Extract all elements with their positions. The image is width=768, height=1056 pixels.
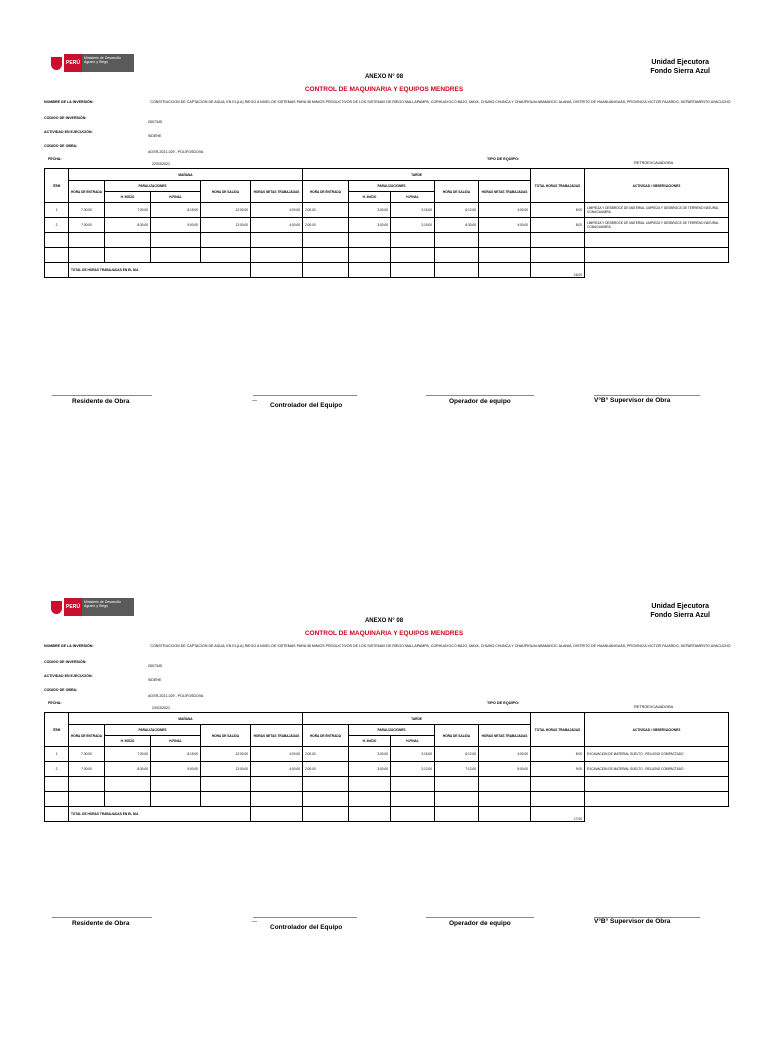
header-afternoon-net: HORAS NETAS TRABAJADAS	[479, 725, 531, 747]
header-item: ITEM	[45, 713, 69, 747]
header-afternoon: TARDE	[303, 169, 531, 181]
cell-morning-stop-start: 7:30:00	[105, 203, 151, 218]
total-label: TOTAL DE HORAS TRABAJADAS EN EL DIA	[69, 807, 251, 822]
header-morning-stoppages: PARALIZACIONES	[105, 181, 201, 192]
unit-line2: Fondo Sierra Azul	[650, 68, 710, 75]
annex-number: ANEXO N° 08	[364, 618, 404, 624]
total-label: TOTAL DE HORAS TRABAJADAS EN EL DIA	[69, 263, 251, 278]
unit-line2: Fondo Sierra Azul	[650, 612, 710, 619]
cell-morning-entry: 7:30:00	[69, 203, 105, 218]
ministry-logo	[48, 54, 134, 72]
signature-line	[52, 917, 152, 918]
unit-line1: Unidad Ejecutora	[651, 603, 709, 610]
header-activity: ACTIVIDAD / OBSERVACIONES	[585, 169, 729, 203]
activity-label: ACTIVIDAD EN EJECUCIÓN:	[44, 130, 93, 134]
investment-name-value: CONSTRUCCION DE CAPTACION DE AGUA; EN EL(LA) RIEGO A NIVEL DE SISTEMAS PARA 36 MINIOS PRODUCTIVOS DE LOS SISTEMAS DE RIEGO MALLAPAMPA, CORHUAYOCO BAJO, MAYA, CHUMO CHUNCA Y CHAUPIHUAI ABAMAYOC ALANIA, DISTRITO DE HUANUANGUAS, PROVINCIA VICTOR FAJARDO, DEPARTAMENTO AYACUCHO	[150, 100, 731, 104]
header-afternoon: TARDE	[303, 713, 531, 725]
cell-afternoon-net: 4:00:00	[479, 218, 531, 233]
cell-morning-net: 4:00:00	[251, 747, 303, 762]
cell-morning-exit: 12:00:00	[201, 203, 251, 218]
machinery-control-table	[44, 712, 729, 822]
signature-controller: Controlador del Equipo	[270, 402, 343, 409]
cell-afternoon-entry: 2:00:00	[303, 218, 349, 233]
cell-morning-exit: 12:00:00	[201, 747, 251, 762]
header-morning-net: HORAS NETAS TRABAJADAS	[251, 181, 303, 203]
cell-afternoon-exit: 7:12:00	[435, 762, 479, 777]
cell-morning-net: 4:00:00	[251, 762, 303, 777]
header-afternoon-stoppages: PARALIZACIONES	[349, 181, 435, 192]
header-morning-start: H. INICIO	[105, 192, 151, 203]
header-afternoon-end: H.FINAL	[391, 736, 435, 747]
signature-line	[426, 917, 534, 918]
investment-code-label: CODIGO DE INVERSIÓN:	[44, 660, 87, 664]
header-morning-exit: HORA DE SALIDA	[201, 181, 251, 203]
cell-morning-exit: 12:00:00	[201, 762, 251, 777]
cell-total: 8:00	[531, 218, 585, 233]
cell-morning-net: 4:00:00	[251, 203, 303, 218]
logo-ministry: Ministerio de Desarrollo Agrario y Riego	[82, 54, 134, 72]
cell-observation: EXCAVACION DE MATERIAL SUELTO - RELLENO COMPACTADO	[585, 747, 729, 762]
form-sheet	[0, 544, 768, 1056]
cell-afternoon-stop-end: 2:15:00	[391, 203, 435, 218]
signature-line	[426, 395, 534, 396]
header-afternoon-end: H.FINAL	[391, 192, 435, 203]
logo-country: PERÚ	[64, 54, 82, 72]
header-afternoon-start: H. INICIO	[349, 192, 391, 203]
cell-item: 2	[45, 762, 69, 777]
table-row-empty	[45, 248, 729, 263]
signature-operator: Operador de equipo	[449, 398, 511, 405]
total-value: 16:00	[531, 263, 585, 278]
cell-afternoon-stop-start: 3:00:00	[349, 747, 391, 762]
table-row	[45, 747, 729, 762]
signature-dash: —	[252, 398, 257, 404]
signature-line	[594, 395, 700, 396]
machinery-control-table	[44, 168, 729, 278]
cell-afternoon-exit: 6:12:00	[435, 747, 479, 762]
work-code-value: AGSR-2021-029 - POLIFOSDOVA	[148, 150, 204, 154]
cell-afternoon-entry: 2:00:00	[303, 203, 349, 218]
cell-morning-stop-start: 8:30:00	[105, 762, 151, 777]
header-afternoon-start: H. INICIO	[349, 736, 391, 747]
form-title: CONTROL DE MAQUINARIA Y EQUIPOS MENDRES	[304, 86, 464, 93]
signature-supervisor: V°B° Supervisor de Obra	[594, 918, 671, 925]
header-morning-end: H.FINAL	[151, 736, 201, 747]
cell-afternoon-exit: 6:12:00	[435, 203, 479, 218]
table-total-row	[45, 263, 729, 278]
cell-morning-stop-end: 8:15:00	[151, 203, 201, 218]
date-value: 22/03/2021	[152, 162, 170, 166]
investment-name-label: NOMBRE DE LA INVERSIÓN:	[44, 100, 94, 104]
ministry-logo	[48, 598, 134, 616]
header-morning-end: H.FINAL	[151, 192, 201, 203]
signature-line	[52, 395, 152, 396]
cell-morning-stop-end: 9:00:00	[151, 218, 201, 233]
date-label: FECHA:	[48, 701, 62, 705]
form-title: CONTROL DE MAQUINARIA Y EQUIPOS MENDRES	[304, 630, 464, 637]
header-morning-start: H. INICIO	[105, 736, 151, 747]
header-item: ITEM	[45, 169, 69, 203]
cell-item: 1	[45, 747, 69, 762]
work-code-value: AGSR-2021-029 - POLIFOSDOVA	[148, 694, 204, 698]
activity-value: SIDEHE	[148, 678, 162, 682]
signature-controller: Controlador del Equipo	[270, 924, 343, 931]
cell-afternoon-stop-start: 3:00:00	[349, 762, 391, 777]
activity-label: ACTIVIDAD EN EJECUCIÓN:	[44, 674, 93, 678]
table-row	[45, 218, 729, 233]
cell-observation: EXCAVACION DE MATERIAL SUELTO - RELLENO COMPACTADO	[585, 762, 729, 777]
header-total-hours: TOTAL HORAS TRABAJADAS	[531, 713, 585, 747]
cell-observation: LIMPIEZA Y DESBROCE DE MATERIAL LIMPIEZA Y DESBROCE DE TERRENO NATURAL CONAGUANIRA	[585, 218, 729, 233]
logo-country: PERÚ	[64, 598, 82, 616]
table-total-row	[45, 807, 729, 822]
signature-line	[253, 917, 357, 918]
investment-name-label: NOMBRE DE LA INVERSIÓN:	[44, 644, 94, 648]
coat-of-arms-icon	[48, 54, 64, 72]
table-row	[45, 762, 729, 777]
cell-afternoon-exit: 6:30:00	[435, 218, 479, 233]
investment-name-value: CONSTRUCCION DE CAPTACION DE AGUA; EN EL(LA) RIEGO A NIVEL DE SISTEMAS PARA 36 MINIOS PRODUCTIVOS DE LOS SISTEMAS DE RIEGO MALLAPAMPA, CORHUAYOCO BAJO, MAYA, CHUMO CHUNCA Y CHAUPIHUAI ABAMAYOC ALANIA, DISTRITO DE HUANUANGUAS, PROVINCIA VICTOR FAJARDO, DEPARTAMENTO AYACUCHO	[150, 644, 731, 648]
cell-afternoon-stop-start: 3:00:00	[349, 203, 391, 218]
equipment-type-label: TIPO DE EQUIPO:	[487, 701, 520, 705]
cell-item: 1	[45, 203, 69, 218]
equipment-type-value: RETROEXCAVADORA	[634, 705, 674, 709]
cell-total: 8:00	[531, 203, 585, 218]
signature-dash: —	[252, 919, 257, 925]
logo-ministry: Ministerio de Desarrollo Agrario y Riego	[82, 598, 134, 616]
coat-of-arms-icon	[48, 598, 64, 616]
cell-afternoon-stop-end: 2:15:00	[391, 218, 435, 233]
cell-observation: LIMPIEZA Y DESBROCE DE MATERIAL LIMPIEZA Y DESBROCE DE TERRENO NATURAL CONAGUANIRA	[585, 203, 729, 218]
cell-morning-net: 4:00:00	[251, 218, 303, 233]
equipment-type-label: TIPO DE EQUIPO:	[487, 157, 520, 161]
header-afternoon-net: HORAS NETAS TRABAJADAS	[479, 181, 531, 203]
header-morning: MAÑANA	[69, 713, 303, 725]
cell-total: 9:00	[531, 762, 585, 777]
date-label: FECHA:	[48, 157, 62, 161]
cell-morning-entry: 7:30:00	[69, 762, 105, 777]
signature-resident: Residente de Obra	[72, 398, 130, 405]
table-row-empty	[45, 233, 729, 248]
header-afternoon-exit: HORA DE SALIDA	[435, 725, 479, 747]
cell-afternoon-net: 5:00:00	[479, 762, 531, 777]
header-morning-entry: HORA DE ENTRADA	[69, 725, 105, 747]
header-morning-net: HORAS NETAS TRABAJADAS	[251, 725, 303, 747]
investment-code-value: 2507345	[148, 120, 162, 124]
date-value: 23/03/2021	[152, 706, 170, 710]
total-value: 17:00	[531, 807, 585, 822]
cell-morning-stop-end: 9:00:00	[151, 762, 201, 777]
header-activity: ACTIVIDAD / OBSERVACIONES	[585, 713, 729, 747]
unit-line1: Unidad Ejecutora	[651, 59, 709, 66]
signature-supervisor: V°B° Supervisor de Obra	[594, 397, 671, 404]
signature-resident: Residente de Obra	[72, 920, 130, 927]
header-morning-entry: HORA DE ENTRADA	[69, 181, 105, 203]
header-morning-exit: HORA DE SALIDA	[201, 725, 251, 747]
cell-afternoon-stop-start: 3:00:00	[349, 218, 391, 233]
cell-morning-entry: 7:30:00	[69, 218, 105, 233]
header-afternoon-exit: HORA DE SALIDA	[435, 181, 479, 203]
header-morning: MAÑANA	[69, 169, 303, 181]
work-code-label: CODIGO DE OBRA:	[44, 144, 78, 148]
equipment-type-value: RETROEXCAVADORA	[634, 161, 674, 165]
cell-morning-entry: 7:30:00	[69, 747, 105, 762]
cell-item: 2	[45, 218, 69, 233]
work-code-label: CODIGO DE OBRA:	[44, 688, 78, 692]
cell-afternoon-net: 4:00:00	[479, 203, 531, 218]
signature-line	[253, 395, 357, 396]
cell-afternoon-net: 4:00:00	[479, 747, 531, 762]
table-row-empty	[45, 777, 729, 792]
cell-afternoon-entry: 2:00:00	[303, 762, 349, 777]
table-row-empty	[45, 792, 729, 807]
cell-afternoon-entry: 2:00:00	[303, 747, 349, 762]
header-afternoon-stoppages: PARALIZACIONES	[349, 725, 435, 736]
investment-code-label: CODIGO DE INVERSIÓN:	[44, 116, 87, 120]
cell-morning-exit: 12:00:00	[201, 218, 251, 233]
cell-morning-stop-start: 7:30:00	[105, 747, 151, 762]
form-sheet	[0, 0, 768, 512]
cell-morning-stop-start: 8:30:00	[105, 218, 151, 233]
cell-total: 8:00	[531, 747, 585, 762]
cell-morning-stop-end: 8:15:00	[151, 747, 201, 762]
signature-operator: Operador de equipo	[449, 920, 511, 927]
header-total-hours: TOTAL HORAS TRABAJADAS	[531, 169, 585, 203]
header-afternoon-entry: HORA DE ENTRADA	[303, 725, 349, 747]
investment-code-value: 2507345	[148, 664, 162, 668]
header-afternoon-entry: HORA DE ENTRADA	[303, 181, 349, 203]
cell-afternoon-stop-end: 2:12:00	[391, 762, 435, 777]
table-row	[45, 203, 729, 218]
activity-value: SIDEHE	[148, 134, 162, 138]
cell-afternoon-stop-end: 2:15:00	[391, 747, 435, 762]
header-morning-stoppages: PARALIZACIONES	[105, 725, 201, 736]
annex-number: ANEXO N° 08	[364, 74, 404, 80]
